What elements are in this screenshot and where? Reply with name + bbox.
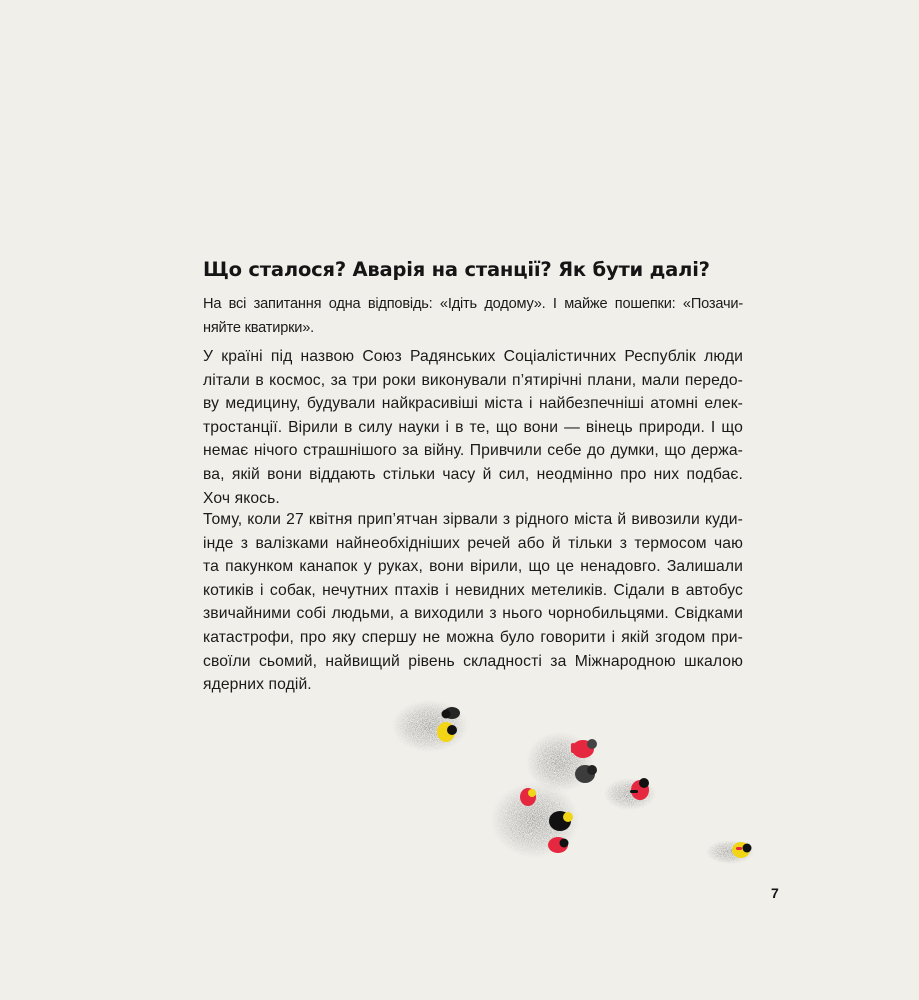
text-line: інде з валізками найнеобхідніших речей або й тільки з термосом чаю (203, 534, 743, 552)
lead-paragraph (203, 292, 743, 340)
body-paragraph-1 (203, 345, 743, 510)
body-paragraph-2 (203, 508, 743, 697)
text-line: котиків і собак, нечутних птахів і невидних метеликів. Сідали в автобус (203, 581, 743, 599)
evacuees-illustration (380, 690, 780, 880)
text-line: немає нічого страшнішого за війну. Привчили себе до думки, що держа- (203, 442, 743, 460)
page-heading: Що сталося? Аварія на станції? Як бути далі? (203, 258, 710, 281)
text-line: Хоч якось. (203, 489, 280, 507)
text-line: ву медицину, будували найкрасивіші міста і найбезпечніші атомні елек- (203, 395, 743, 413)
text-line: Тому, коли 27 квітня прип’ятчан зірвали з рідного міста й вивозили куди- (203, 511, 743, 528)
text-line: У країні під назвою Союз Радянських Соціалістичних Республік люди (203, 348, 743, 365)
dust-cloud (392, 700, 468, 752)
person-red-icon (548, 837, 569, 853)
text-line: тростанції. Вірили в силу науки і в те, що вони — вінець природи. І що (203, 418, 743, 436)
text-line: ва, якій вони віддають стільки часу й сил, неодмінно про них подбає. (203, 465, 743, 483)
text-line: та пакунком канапок у руках, вони вірили, що це ненадовго. Залишали (203, 558, 743, 576)
text-line: На всі запитання одна відповідь: «Ідіть додому». І майже пошепки: «Позачи- (203, 296, 743, 312)
person-gray-icon (575, 765, 597, 783)
person-red-icon (520, 788, 536, 806)
page-number: 7 (771, 885, 779, 901)
text-line: своїли сьомий, найвищий рівень складності за Міжнародною шкалою (203, 652, 743, 670)
text-line: літали в космос, за три роки виконували п’ятирічні плани, мали передо- (203, 371, 743, 389)
text-line: звичайними собі людьми, а виходили з нього чорнобильцями. Свідками (203, 605, 743, 623)
text-line: катастрофи, про яку спершу не можна було говорити і якій згодом при- (203, 628, 743, 646)
text-line: ядерних подій. (203, 676, 312, 694)
text-line: няйте кватирки». (203, 320, 315, 336)
